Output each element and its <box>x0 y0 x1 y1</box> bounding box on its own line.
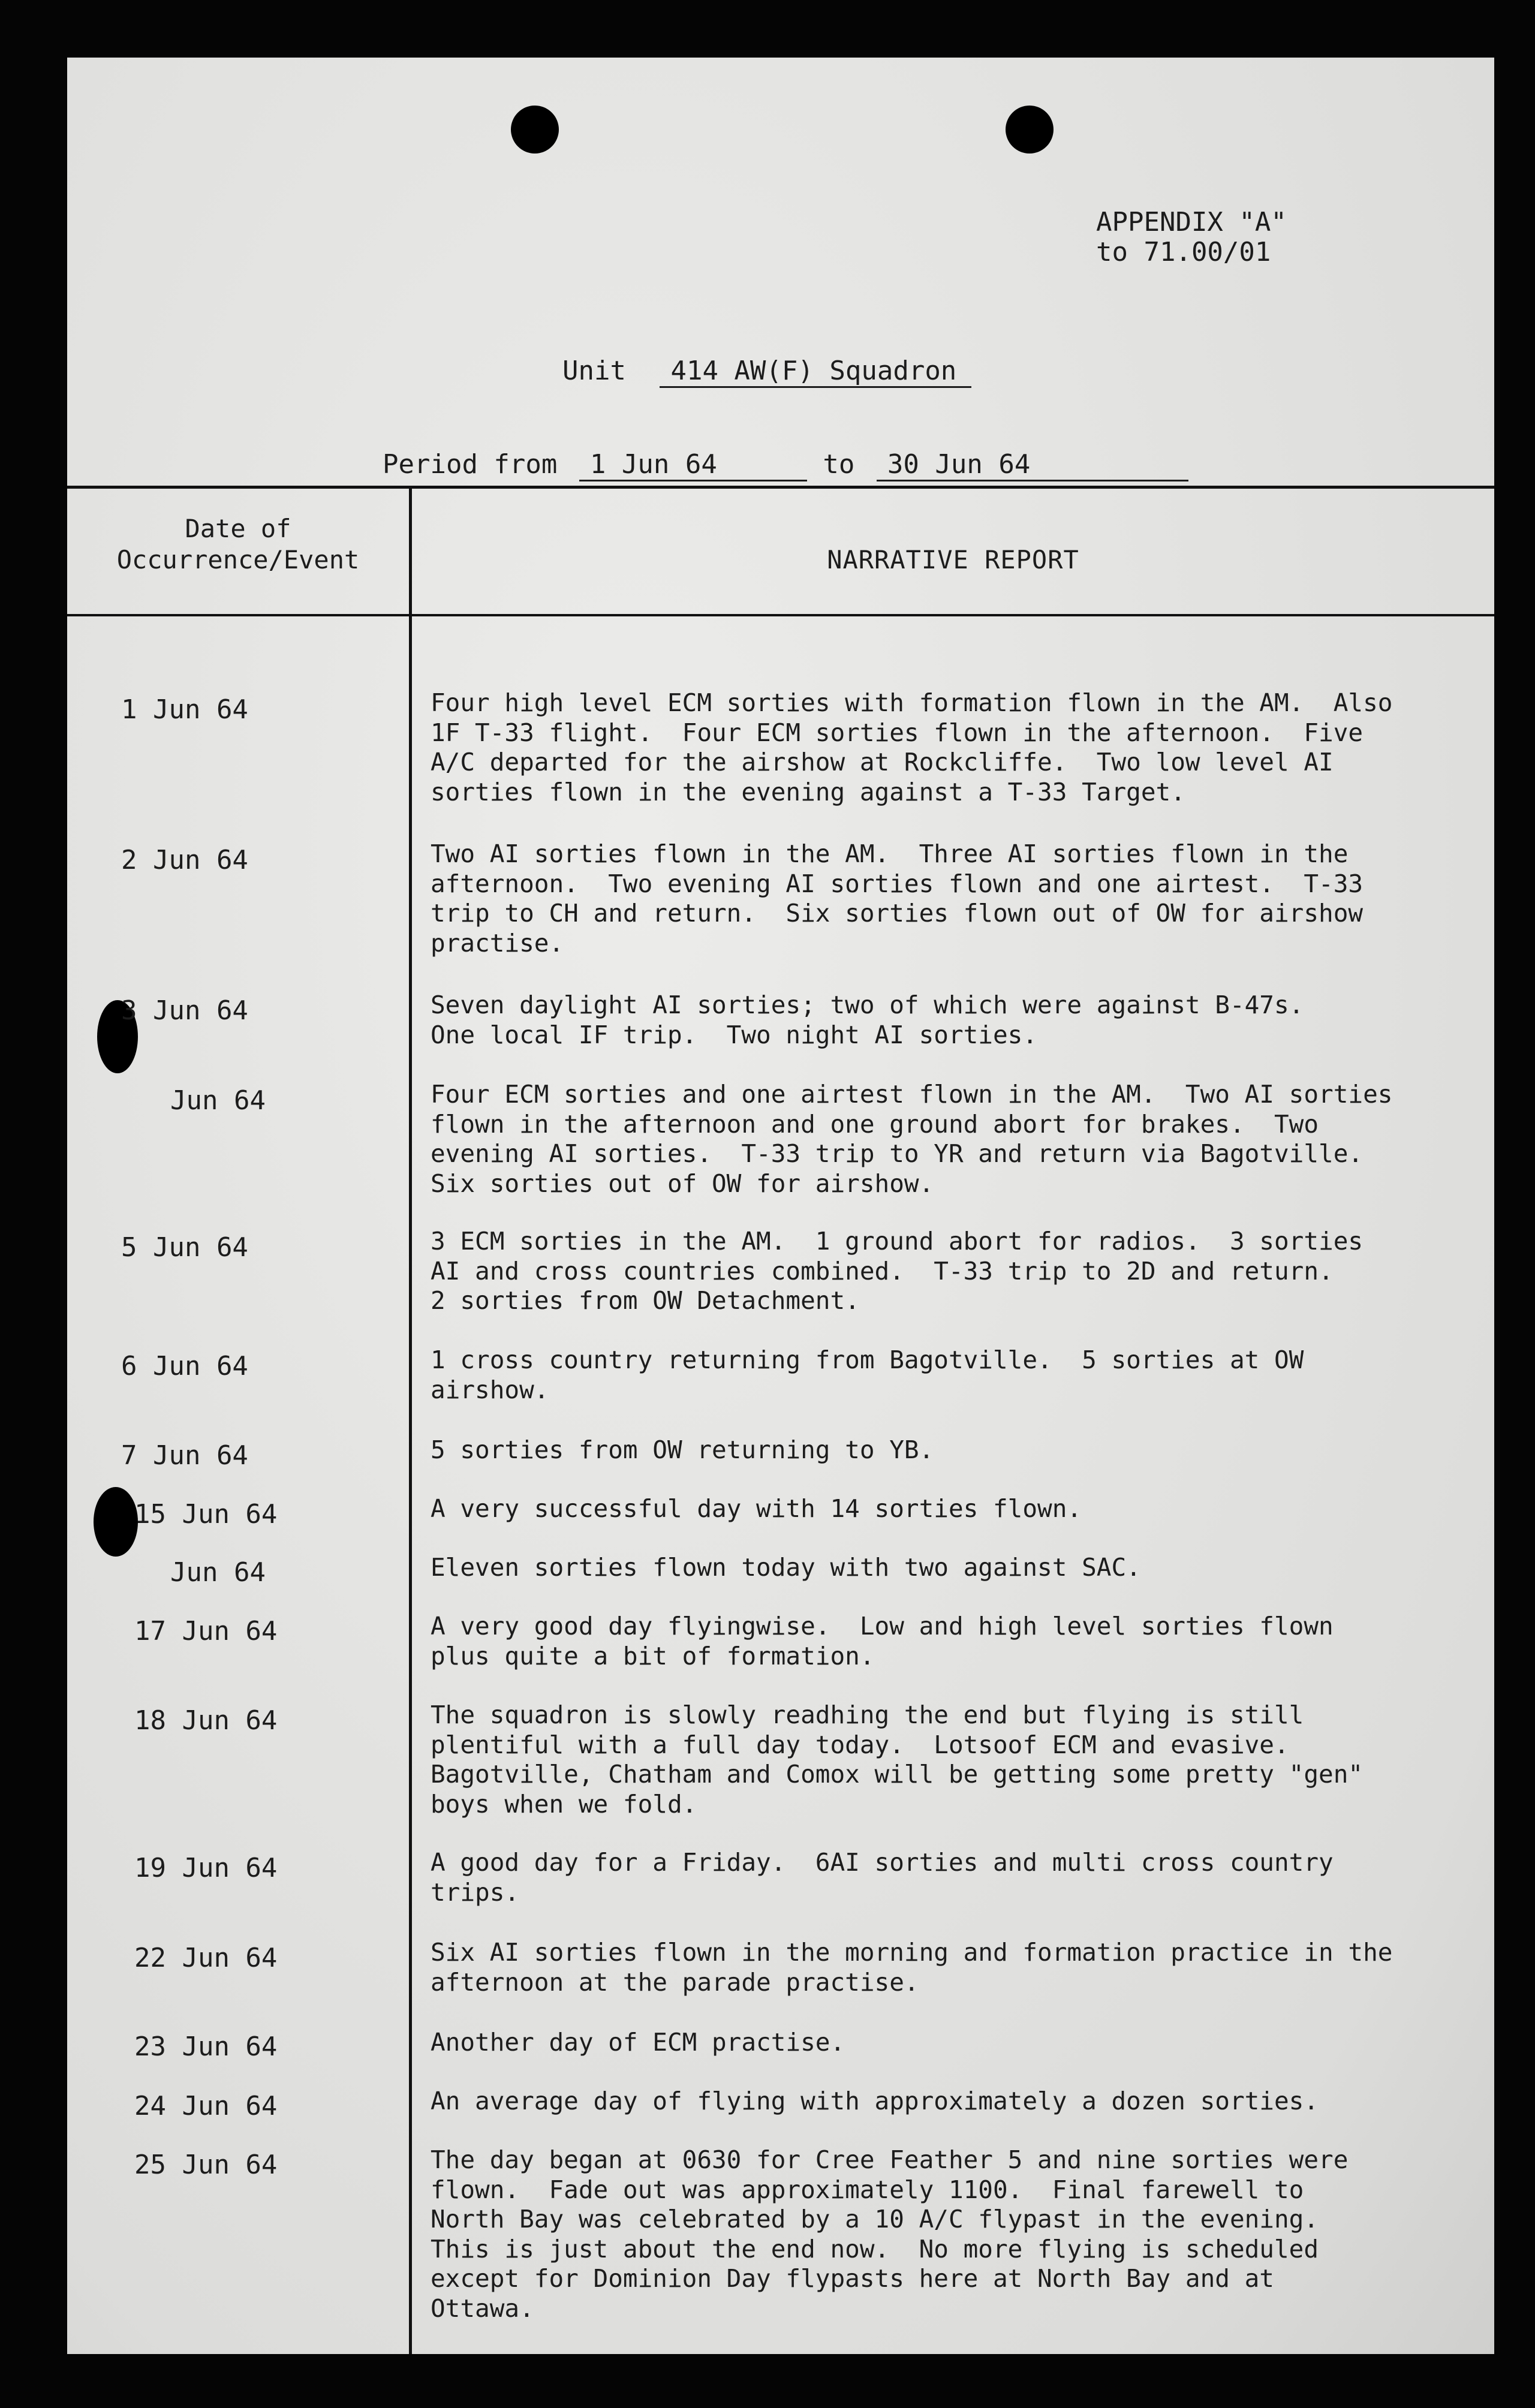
unit-field <box>660 356 971 388</box>
row-date: Jun 64 <box>170 1085 266 1116</box>
period-to-label: to <box>823 449 855 480</box>
punch-hole <box>1006 106 1054 153</box>
row-date: 5 Jun 64 <box>121 1232 248 1263</box>
row-narrative: A very good day flyingwise. Low and high level sorties flown plus quite a bit of formation. <box>431 1612 1334 1670</box>
narrative-column-header: NARRATIVE REPORT <box>827 545 1079 574</box>
row-narrative: Seven daylight AI sorties; two of which were against B-47s. One local IF trip. Two night AI sorties. <box>431 991 1304 1049</box>
column-divider <box>409 486 412 2354</box>
row-narrative: Six AI sorties flown in the morning and formation practice in the afternoon at the parade practise. <box>431 1938 1393 1997</box>
row-date: 24 Jun 64 <box>134 2091 278 2121</box>
period-from-value: 1 Jun 64 <box>589 449 717 480</box>
unit-row <box>562 356 971 388</box>
row-narrative: A good day for a Friday. 6AI sorties and multi cross country trips. <box>431 1848 1334 1907</box>
date-column-header <box>79 513 397 576</box>
period-from-field <box>579 450 807 481</box>
row-narrative: The day began at 0630 for Cree Feather 5 and nine sorties were flown. Fade out was approximately 1100. Final farewell to North Bay was celebrated by a 10 A/C flypast in the evening. This is just about the end now. No more flying is scheduled except for Dominion Day flypasts here at North Bay and at Ottawa. <box>431 2145 1349 2323</box>
row-date: 19 Jun 64 <box>134 1853 278 1883</box>
row-date: Jun 64 <box>170 1557 266 1588</box>
row-narrative: Four high level ECM sorties with formation flown in the AM. Also 1F T-33 flight. Four ECM sorties flown in the afternoon. Five A/C departed for the airshow at Rockcliffe. Two low level AI sorties flown in the evening against a T-33 Target. <box>431 688 1393 806</box>
row-date: 6 Jun 64 <box>121 1351 248 1381</box>
edge-blot <box>94 1487 138 1557</box>
row-narrative: Another day of ECM practise. <box>431 2028 845 2057</box>
period-row <box>383 450 1188 481</box>
row-date: 17 Jun 64 <box>134 1616 278 1647</box>
row-narrative: Eleven sorties flown today with two against SAC. <box>431 1553 1141 1582</box>
row-date: 1 Jun 64 <box>121 694 248 725</box>
period-label: Period from <box>383 449 558 480</box>
row-date: 18 Jun 64 <box>134 1705 278 1736</box>
period-to-field <box>877 450 1188 481</box>
appendix-line1: APPENDIX "A" <box>1096 207 1287 237</box>
row-date: 25 Jun 64 <box>134 2150 278 2180</box>
row-narrative: Two AI sorties flown in the AM. Three AI sorties flown in the afternoon. Two evening AI sorties flown and one airtest. T-33 trip to CH and return. Six sorties flown out of OW for airshow practise. <box>431 839 1364 958</box>
row-date: 15 Jun 64 <box>134 1499 278 1530</box>
row-date: 2 Jun 64 <box>121 845 248 875</box>
row-date: 3 Jun 64 <box>121 995 248 1026</box>
row-narrative: 3 ECM sorties in the AM. 1 ground abort for radios. 3 sorties AI and cross countries combined. T-33 trip to 2D and return. 2 sorties from OW Detachment. <box>431 1227 1364 1315</box>
period-to-value: 30 Jun 64 <box>887 449 1031 480</box>
table-top-rule <box>67 486 1494 489</box>
appendix-line2: to 71.00/01 <box>1096 237 1271 267</box>
document-page <box>67 58 1494 2354</box>
row-narrative: Four ECM sorties and one airtest flown in the AM. Two AI sorties flown in the afternoon and one ground abort for brakes. Two evening AI sorties. T-33 trip to YR and return via Bagotville. Six sorties out of OW for airshow. <box>431 1080 1393 1198</box>
row-date: 7 Jun 64 <box>121 1440 248 1471</box>
row-narrative: An average day of flying with approximately a dozen sorties. <box>431 2087 1319 2115</box>
appendix-reference <box>1096 207 1287 267</box>
row-date: 22 Jun 64 <box>134 1943 278 1973</box>
row-narrative: The squadron is slowly readhing the end but flying is still plentiful with a full day today. Lotsoof ECM and evasive. Bagotville, Chatham and Comox will be getting some pretty "gen" boys when we fold. <box>431 1700 1364 1819</box>
unit-value: 414 AW(F) Squadron <box>670 356 957 386</box>
header-rule <box>67 614 1494 616</box>
unit-label: Unit <box>562 356 626 386</box>
row-narrative: A very successful day with 14 sorties flown. <box>431 1494 1082 1523</box>
row-date: 23 Jun 64 <box>134 2031 278 2062</box>
row-narrative: 5 sorties from OW returning to YB. <box>431 1435 934 1464</box>
date-header-line2: Occurrence/Event <box>116 545 360 574</box>
row-narrative: 1 cross country returning from Bagotville. 5 sorties at OW airshow. <box>431 1346 1304 1404</box>
punch-hole <box>511 106 559 153</box>
date-header-line1: Date of <box>185 514 291 543</box>
